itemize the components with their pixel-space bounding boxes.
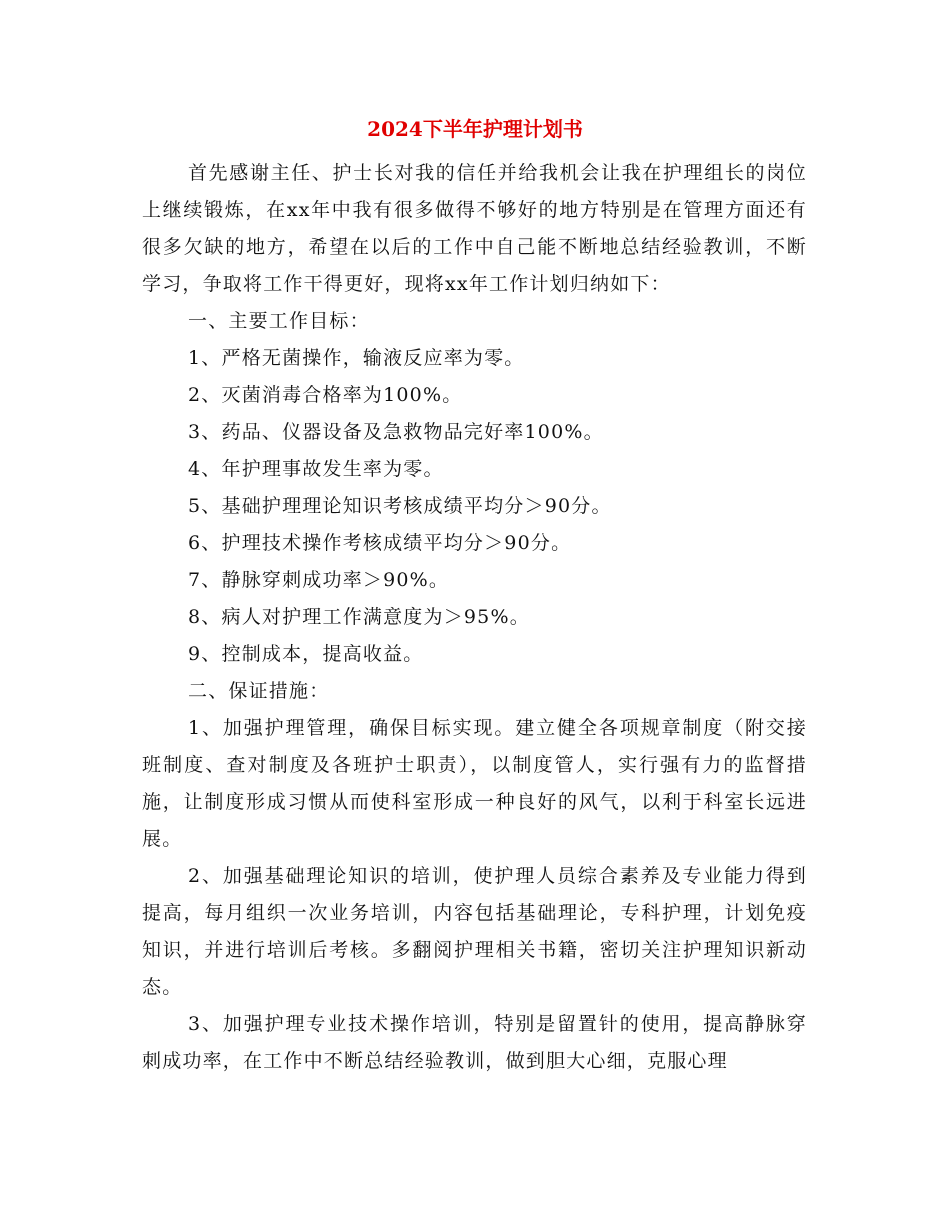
document-body: [142, 155, 807, 1080]
section-heading-measures: 二、保证措施：: [188, 680, 330, 702]
goal-item-2: 2、灭菌消毒合格率为100%。: [188, 384, 463, 406]
measure-paragraph-3: 3、加强护理专业技术操作培训，特别是留置针的使用，提高静脉穿刺成功率，在工作中不断总结经验教训，做到胆大心细，克服心理: [142, 1013, 807, 1072]
goal-item-5: 5、基础护理理论知识考核成绩平均分＞90分。: [188, 495, 612, 517]
goal-item-1: 1、严格无菌操作，输液反应率为零。: [188, 347, 525, 369]
measure-paragraph-1: 1、加强护理管理，确保目标实现。建立健全各项规章制度（附交接班制度、查对制度及各班护士职责），以制度管人，实行强有力的监督措施，让制度形成习惯从而使科室形成一种良好的风气，以利于科室长远进展。: [142, 717, 807, 850]
section-heading-goals: 一、主要工作目标：: [188, 310, 370, 332]
measure-paragraph-2: 2、加强基础理论知识的培训，使护理人员综合素养及专业能力得到提高，每月组织一次业务培训，内容包括基础理论，专科护理，计划免疫知识，并进行培训后考核。多翻阅护理相关书籍，密切关注护理知识新动态。: [142, 865, 807, 998]
intro-paragraph: 首先感谢主任、护士长对我的信任并给我机会让我在护理组长的岗位上继续锻炼，在xx年中我有很多做得不够好的地方特别是在管理方面还有很多欠缺的地方，希望在以后的工作中自己能不断地总结经验教训，不断学习，争取将工作干得更好，现将xx年工作计划归纳如下：: [142, 162, 807, 295]
document-title: 2024下半年护理计划书: [367, 117, 583, 141]
goal-item-4: 4、年护理事故发生率为零。: [188, 458, 444, 480]
goal-item-7: 7、静脉穿刺成功率＞90%。: [188, 569, 450, 591]
goal-item-3: 3、药品、仪器设备及急救物品完好率100%。: [188, 421, 604, 443]
goal-item-6: 6、护理技术操作考核成绩平均分＞90分。: [188, 532, 572, 554]
goal-item-9: 9、控制成本，提高收益。: [188, 643, 424, 665]
goal-item-8: 8、病人对护理工作满意度为＞95%。: [188, 606, 530, 628]
